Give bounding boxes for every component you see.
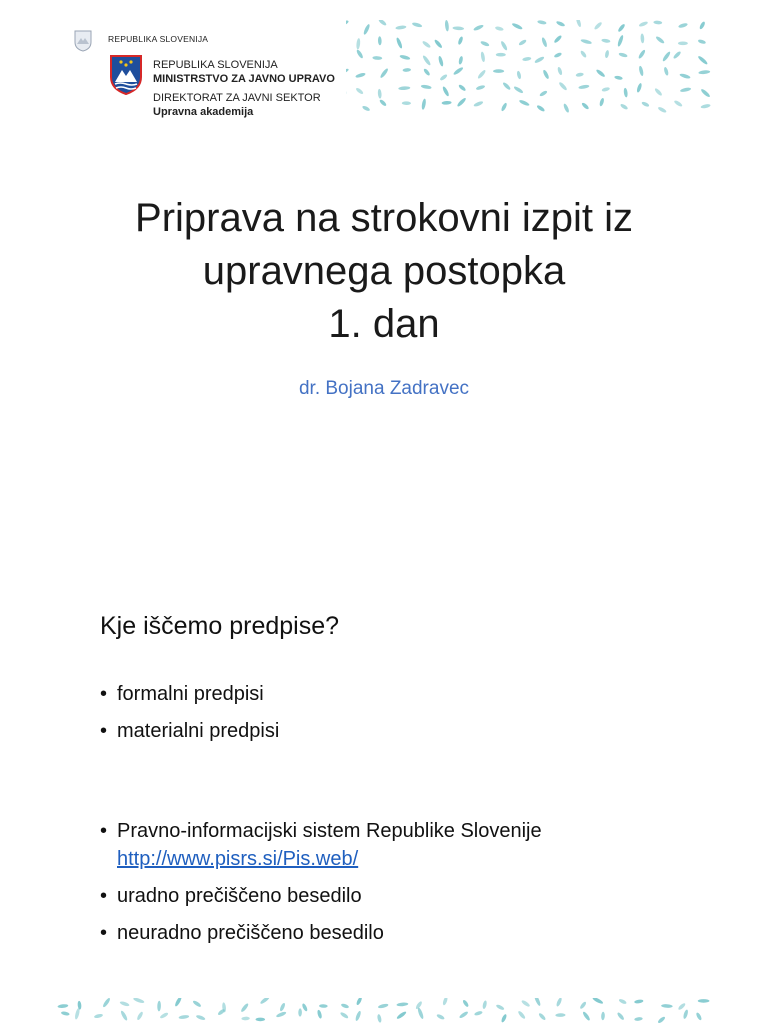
leaf-shape (599, 97, 605, 106)
leaf-shape (421, 98, 426, 110)
leaf-shape (554, 52, 563, 59)
leaf-shape (378, 1003, 389, 1009)
leaf-shape (677, 1002, 686, 1011)
leaf-shape (699, 21, 706, 30)
leaf-shape (623, 88, 628, 98)
leaf-shape (241, 1016, 250, 1020)
leaf-shape (402, 68, 411, 72)
leaf-shape (157, 1001, 161, 1012)
leaf-shape (377, 89, 381, 99)
leaf-shape (511, 22, 523, 30)
leaf-shape (196, 1014, 206, 1021)
leaf-shape (422, 55, 432, 67)
leaf-shape (298, 1008, 302, 1016)
leaf-shape (517, 1010, 526, 1020)
logo-block (56, 20, 346, 120)
leaf-shape (452, 26, 464, 30)
leaf-shape (412, 22, 423, 28)
leaf-shape (558, 81, 568, 91)
leaf-shape (638, 65, 644, 76)
leaf-shape (521, 999, 531, 1007)
leaf-shape (698, 70, 710, 75)
leaf-shape (641, 101, 650, 108)
leaf-shape (474, 1010, 483, 1016)
leaf-shape (473, 100, 484, 107)
leaf-shape (340, 1011, 349, 1019)
leaf-shape (640, 33, 644, 43)
leaf-shape (395, 37, 403, 49)
leaf-shape (516, 71, 521, 80)
leaf-shape (402, 101, 411, 105)
ministry-line-ministry: MINISTRSTVO ZA JAVNO UPRAVO (153, 73, 335, 85)
leaf-shape (678, 22, 688, 28)
bullet-pis (100, 817, 700, 873)
leaf-shape (513, 85, 524, 94)
bullet-material: • materialni predpisi (100, 717, 700, 745)
leaf-shape (555, 1013, 565, 1017)
leaf-shape (442, 998, 448, 1006)
author-name: dr. Bojana Zadravec (298, 378, 470, 399)
leaf-shape (178, 1014, 189, 1019)
leaf-shape (438, 56, 444, 67)
leaf-shape (417, 1007, 425, 1019)
leaf-shape (536, 104, 545, 112)
leaf-shape (398, 86, 410, 90)
leaf-shape (557, 66, 563, 75)
small-country-label: REPUBLIKA SLOVENIJA (108, 34, 209, 44)
leaf-shape (593, 21, 602, 30)
leaf-shape (355, 1010, 362, 1021)
slide-title (56, 192, 712, 351)
leaf-shape (496, 53, 506, 57)
leaf-shape (556, 998, 563, 1007)
leaf-shape (363, 23, 371, 35)
leaf-shape (617, 35, 624, 48)
leaf-shape (541, 37, 548, 48)
leaf-shape (355, 72, 366, 78)
leaf-shape (695, 1012, 702, 1021)
leaf-shape (356, 38, 361, 50)
leaf-shape (580, 38, 592, 44)
leaf-shape (522, 56, 531, 61)
leaf-shape (395, 25, 406, 30)
leaf-shape (480, 51, 485, 62)
leaf-shape (601, 38, 610, 43)
leaf-shape (582, 1011, 591, 1022)
leaf-shape (457, 36, 463, 45)
leaf-shape (580, 50, 588, 59)
leaf-shape (575, 72, 584, 77)
leaf-shape (678, 42, 688, 46)
leaf-shape (638, 21, 648, 28)
leaf-shape (301, 1003, 308, 1012)
leaf-shape (362, 105, 371, 112)
leaf-shape (553, 34, 562, 43)
leaf-shape (473, 24, 484, 32)
pis-link[interactable]: http://www.pisrs.si/Pis.web/ (117, 848, 359, 870)
leaf-shape (556, 20, 566, 27)
leaf-shape (458, 84, 467, 92)
leaf-shape (655, 35, 665, 44)
leaf-shape (698, 999, 710, 1003)
leaf-shape (697, 55, 708, 65)
ministry-line-directorate: DIREKTORAT ZA JAVNI SEKTOR (153, 92, 321, 104)
leaf-shape (663, 67, 669, 76)
leaf-shape (581, 102, 590, 110)
leaf-shape (259, 998, 270, 1005)
leaf-shape (133, 998, 145, 1004)
leaf-shape (317, 1009, 323, 1019)
leaf-shape (578, 84, 589, 89)
leaf-shape (74, 1008, 80, 1020)
leaf-pattern-bottom (56, 998, 712, 1024)
leaf-shape (538, 1012, 547, 1021)
title-line-3: 1. dan (328, 302, 440, 346)
leaf-shape (620, 103, 629, 110)
title-line-1: Priprava na strokovni izpit iz (135, 196, 633, 240)
leaf-shape (276, 1011, 287, 1018)
leaf-shape (575, 20, 582, 28)
bullet-unofficial-consolidated: • neuradno prečiščeno besedilo (100, 919, 700, 947)
leaf-shape (319, 1004, 328, 1008)
ministry-line-republic: REPUBLIKA SLOVENIJA (153, 59, 278, 71)
leaf-shape (439, 73, 448, 81)
leaf-shape (456, 97, 467, 108)
leaf-shape (493, 69, 504, 73)
leaf-shape (616, 1012, 625, 1021)
leaf-shape (661, 1004, 673, 1008)
ministry-line-academy: Upravna akademija (153, 106, 254, 118)
leaf-shape (636, 83, 643, 93)
slide-heading: Kje iščemo predpise? (100, 612, 340, 640)
leaf-shape (518, 39, 527, 47)
leaf-shape (240, 1003, 249, 1013)
leaf-shape (501, 1014, 508, 1023)
leaf-shape (654, 87, 663, 96)
leaf-shape (120, 1010, 128, 1021)
leaf-shape (136, 1011, 144, 1021)
leaf-shape (94, 1013, 104, 1019)
leaf-shape (174, 998, 183, 1007)
leaf-shape (396, 1010, 407, 1019)
leaf-shape (563, 103, 570, 113)
leaf-shape (421, 84, 432, 89)
leaf-shape (482, 1000, 487, 1009)
leaf-shape (102, 998, 111, 1008)
leaf-shape (495, 26, 504, 32)
leaf-shape (579, 1001, 587, 1010)
leaf-shape (592, 998, 604, 1005)
slovenia-coat-of-arms-small-icon (74, 30, 92, 52)
leaf-shape (192, 1000, 202, 1008)
leaf-shape (372, 56, 382, 60)
leaf-shape (378, 20, 387, 26)
leaf-shape (542, 69, 550, 80)
leaf-shape (399, 54, 410, 60)
leaf-shape (617, 23, 626, 33)
leaf-shape (618, 52, 628, 58)
leaf-shape (256, 1018, 266, 1022)
leaf-shape (604, 50, 609, 59)
leaf-shape (341, 1003, 350, 1009)
leaf-shape (442, 86, 450, 97)
leaf-shape (279, 1002, 286, 1012)
leaf-shape (601, 1012, 605, 1021)
leaf-shape (159, 1012, 169, 1020)
leaf-shape (672, 50, 681, 59)
title-slide (56, 20, 712, 550)
leaf-shape (601, 87, 610, 93)
bullet-formal: • formalni predpisi (100, 680, 700, 708)
leaf-shape (462, 999, 470, 1008)
leaf-shape (500, 102, 507, 112)
bullet-official-consolidated: • uradno prečiščeno besedilo (100, 882, 700, 910)
leaf-shape (683, 1009, 689, 1019)
leaf-shape (502, 81, 511, 90)
leaf-shape (653, 20, 662, 24)
leaf-shape (657, 106, 667, 113)
leaf-shape (441, 101, 451, 105)
leaf-shape (61, 1011, 70, 1016)
pis-text: Pravno-informacijski sistem Republike Slovenije (117, 820, 542, 842)
leaf-shape (77, 1001, 82, 1010)
leaf-shape (459, 1010, 469, 1019)
leaf-shape (356, 998, 363, 1006)
leaf-shape (500, 40, 508, 51)
leaf-shape (379, 99, 387, 107)
leaf-shape (680, 87, 692, 93)
leaf-shape (679, 73, 691, 80)
leaf-shape (495, 1004, 504, 1011)
leaf-shape (379, 68, 389, 79)
leaf-shape (657, 1016, 666, 1024)
leaf-shape (445, 20, 450, 32)
leaf-shape (662, 51, 672, 63)
leaf-shape (519, 99, 531, 107)
leaf-shape (458, 56, 463, 65)
leaf-shape (480, 40, 490, 47)
leaf-shape (539, 90, 548, 97)
bullet-list (100, 680, 700, 947)
leaf-shape (638, 49, 647, 59)
leaf-shape (119, 1000, 130, 1007)
leaf-shape (356, 49, 364, 59)
leaf-shape (634, 1017, 643, 1022)
leaf-shape (614, 75, 623, 80)
leaf-shape (57, 1004, 68, 1009)
leaf-shape (422, 40, 432, 49)
leaf-shape (700, 88, 711, 98)
leaf-shape (378, 36, 382, 45)
content-slide (56, 572, 712, 1024)
leaf-shape (355, 87, 364, 95)
leaf-shape (453, 66, 464, 76)
leaf-shape (618, 998, 627, 1005)
leaf-shape (477, 69, 487, 80)
leaf-shape (396, 1002, 408, 1007)
leaf-shape (595, 68, 606, 77)
leaf-shape (377, 1014, 382, 1023)
slovenia-coat-of-arms-icon (110, 55, 142, 95)
ministry-text (153, 58, 335, 119)
leaf-shape (533, 998, 541, 1007)
leaf-shape (534, 56, 545, 64)
leaf-shape (423, 68, 431, 77)
leaf-shape (537, 20, 547, 25)
leaf-shape (698, 39, 707, 45)
leaf-shape (673, 99, 683, 107)
leaf-shape (434, 39, 444, 49)
leaf-shape (475, 84, 485, 90)
leaf-shape (700, 103, 711, 109)
leaf-shape (436, 1013, 445, 1020)
leaf-shape (634, 999, 644, 1004)
title-line-2: upravnega postopka (202, 249, 566, 293)
